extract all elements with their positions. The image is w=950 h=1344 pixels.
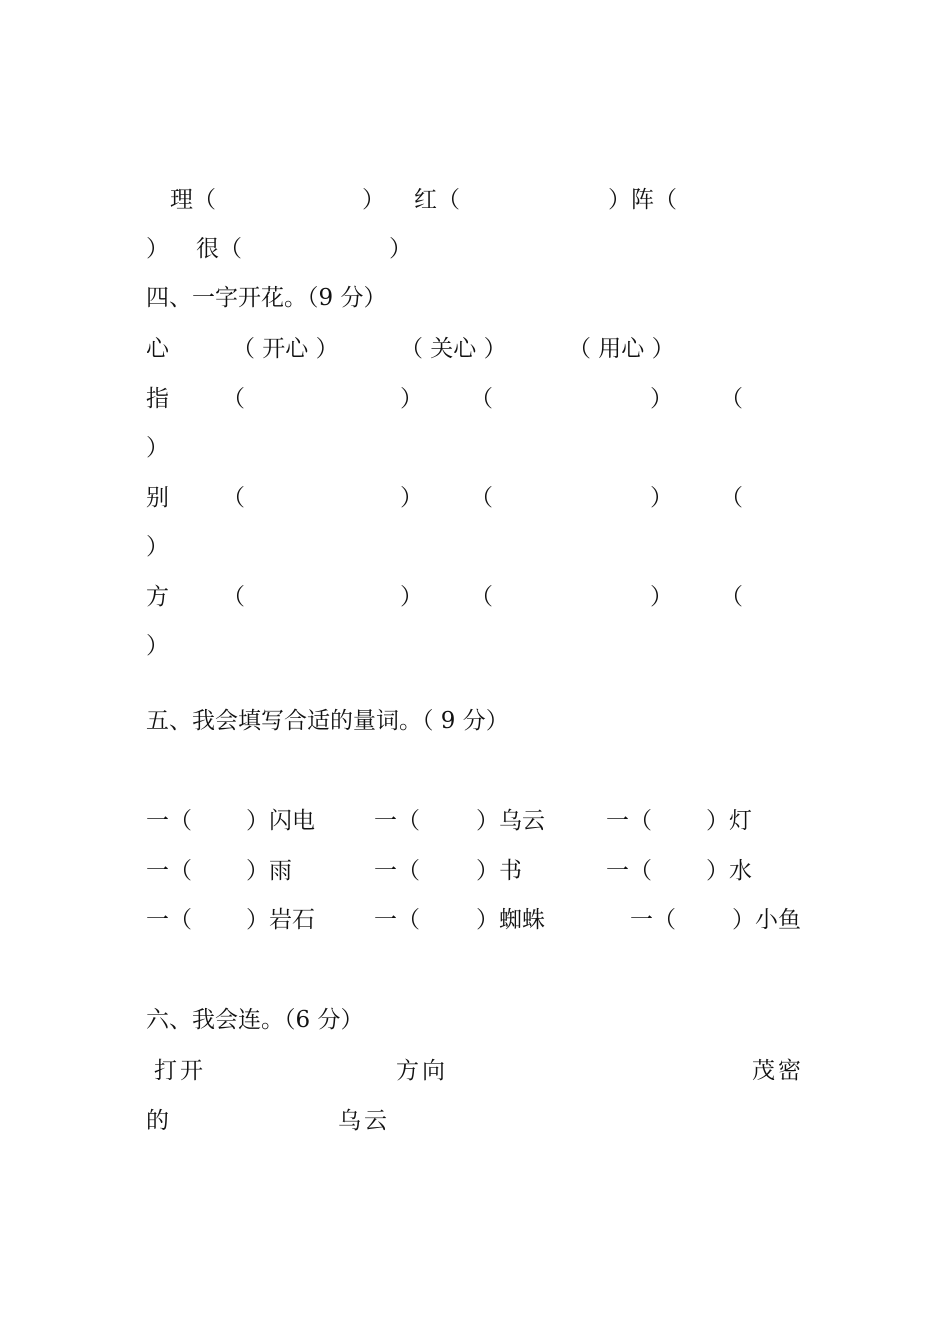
blank-close: ） [146, 633, 169, 659]
section4-heading: 四、一字开花。（9 分） [146, 285, 387, 311]
blank-open: （ [720, 386, 743, 412]
blank-open: （ [720, 584, 743, 610]
blank-open: （ [720, 485, 743, 511]
section6-heading: 六、我会连。（6 分） [146, 1007, 364, 1033]
measure-open: 一（ [606, 808, 652, 834]
match-word: 乌云 [338, 1108, 390, 1134]
blank-close: ） [146, 435, 169, 461]
blank-open: （ [222, 485, 245, 511]
measure-open: 一（ [606, 858, 652, 884]
measure-noun: ）小鱼 [732, 907, 801, 933]
measure-open: 一（ [374, 858, 420, 884]
blank-close: ） [650, 584, 673, 610]
blank-close: ） [400, 386, 423, 412]
word-hong: 红（ [414, 187, 460, 213]
paren-close: ） [146, 236, 169, 262]
measure-open: 一（ [374, 808, 420, 834]
measure-noun: ）雨 [246, 858, 292, 884]
blank-open: （ [222, 386, 245, 412]
blank-close: ） [400, 584, 423, 610]
blank-open: （ [470, 386, 493, 412]
measure-noun: ）乌云 [476, 808, 545, 834]
word-li: 理（ [170, 187, 216, 213]
measure-noun: ）水 [706, 858, 752, 884]
example-word: （ 用心 ） [568, 336, 675, 362]
blank-close: ） [650, 386, 673, 412]
example-word: （ 关心 ） [400, 336, 507, 362]
measure-noun: ）岩石 [246, 907, 315, 933]
measure-open: 一（ [630, 907, 676, 933]
paren-close: ） [362, 187, 385, 213]
word-hen: 很（ [196, 236, 242, 262]
word-hong-close-zhen: ）阵（ [608, 187, 677, 213]
blank-open: （ [470, 584, 493, 610]
match-word: 的 [146, 1108, 169, 1134]
match-word: 打开 [154, 1058, 206, 1084]
blank-close: ） [650, 485, 673, 511]
blank-close: ） [400, 485, 423, 511]
example-char: 心 [146, 336, 169, 362]
measure-open: 一（ [146, 907, 192, 933]
example-word: （ 开心 ） [232, 336, 339, 362]
measure-open: 一（ [146, 808, 192, 834]
measure-noun: ）闪电 [246, 808, 315, 834]
row-char: 指 [146, 386, 169, 412]
blank-close: ） [146, 534, 169, 560]
measure-open: 一（ [374, 907, 420, 933]
measure-noun: ）灯 [706, 808, 752, 834]
row-char: 别 [146, 485, 169, 511]
section5-heading: 五、我会填写合适的量词。（ 9 分） [146, 708, 509, 734]
paren-close: ） [389, 236, 412, 262]
measure-noun: ）蜘蛛 [476, 907, 545, 933]
blank-open: （ [470, 485, 493, 511]
match-word: 方向 [396, 1058, 448, 1084]
blank-open: （ [222, 584, 245, 610]
row-char: 方 [146, 584, 169, 610]
measure-open: 一（ [146, 858, 192, 884]
measure-noun: ）书 [476, 858, 522, 884]
match-word: 茂密 [752, 1058, 804, 1084]
